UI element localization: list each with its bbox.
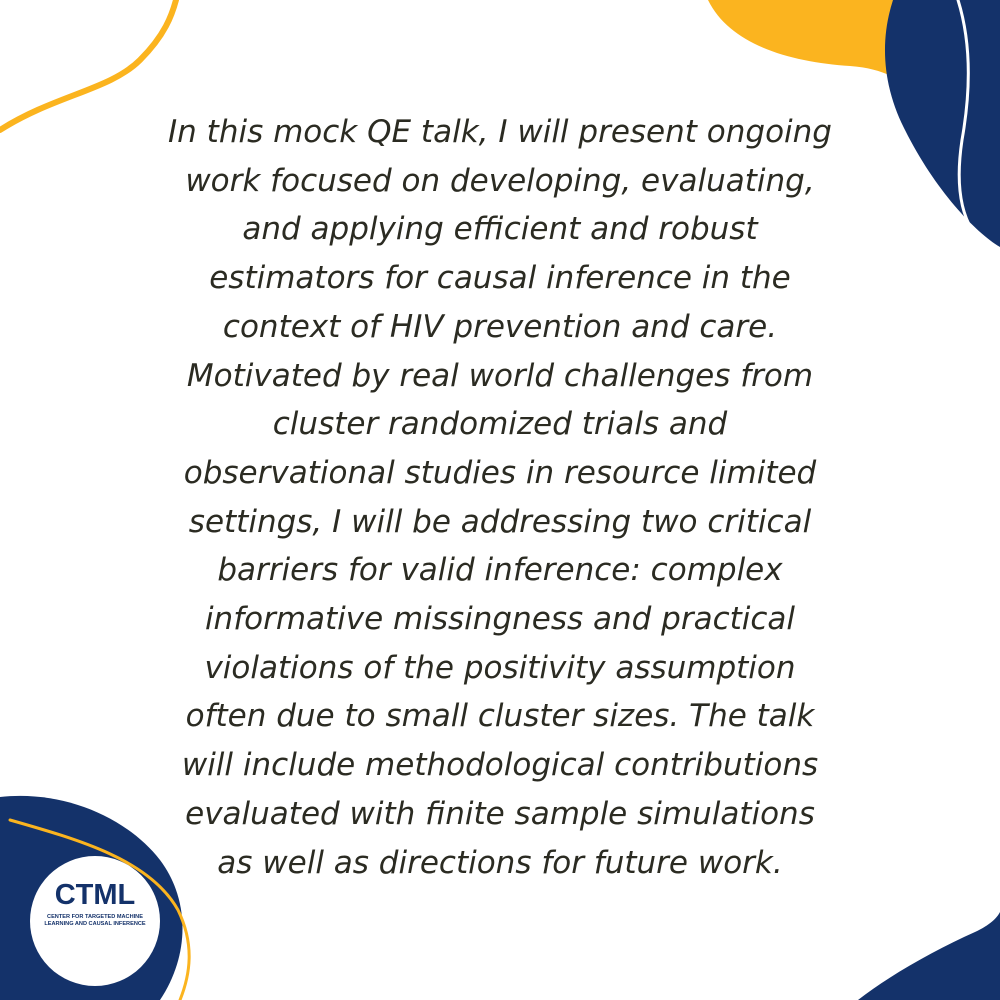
bottom-right-navy-blob <box>858 912 1000 1000</box>
abstract-line: context of HIV prevention and care. <box>222 308 778 345</box>
abstract-line: will include methodological contributions <box>181 747 819 784</box>
abstract-line: informative missingness and practical <box>204 601 796 638</box>
top-right-navy-blob <box>885 0 1000 247</box>
logo-subtitle-line-2: LEARNING AND CAUSAL INFERENCE <box>44 921 146 927</box>
abstract-line: Motivated by real world challenges from <box>186 357 814 394</box>
abstract-line: barriers for valid inference: complex <box>217 552 783 589</box>
abstract-line: settings, I will be addressing two critical <box>188 503 812 540</box>
abstract-line: and applying efficient and robust <box>242 211 758 248</box>
abstract-line: violations of the positivity assumption <box>204 649 796 686</box>
logo-mark: CTML <box>54 879 136 911</box>
abstract-line: evaluated with finite sample simulations <box>185 795 815 832</box>
abstract-line: work focused on developing, evaluating, <box>185 162 815 199</box>
abstract-line: cluster randomized trials and <box>272 406 728 443</box>
abstract-line: estimators for causal inference in the <box>209 260 791 297</box>
top-right-gold-blob <box>708 0 900 82</box>
talk-abstract <box>100 108 900 887</box>
abstract-line: In this mock QE talk, I will present ongoing <box>168 114 832 150</box>
ctml-logo <box>30 856 160 986</box>
abstract-line: often due to small cluster sizes. The talk <box>185 698 815 735</box>
abstract-line: observational studies in resource limited <box>183 454 817 491</box>
logo-subtitle-line-1: CENTER FOR TARGETED MACHINE <box>47 914 143 920</box>
abstract-line: as well as directions for future work. <box>217 844 783 881</box>
